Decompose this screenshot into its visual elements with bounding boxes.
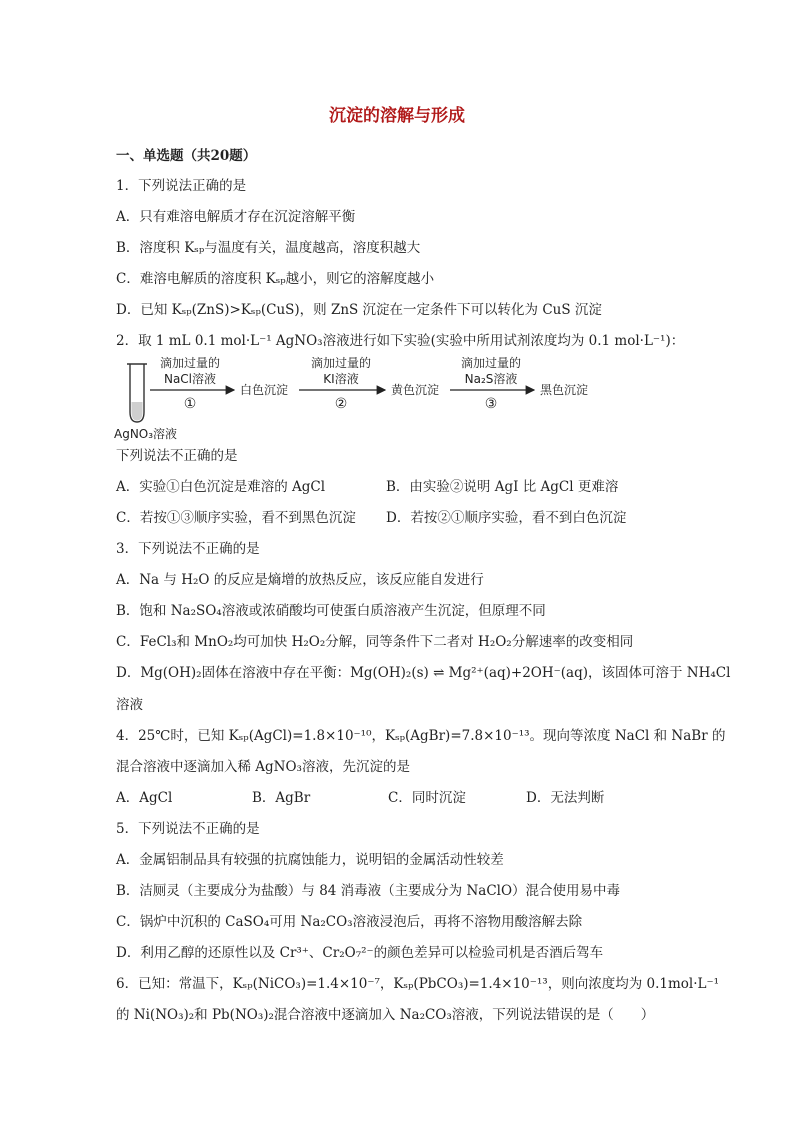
step2-reagent-label: KI溶液 bbox=[323, 372, 359, 386]
q3-option-c: C．FeCl₃和 MnO₂均可加快 H₂O₂分解，同等条件下二者对 H₂O₂分解速率的改变相同 bbox=[116, 634, 634, 650]
q4-stem-line2: 混合溶液中逐滴加入稀 AgNO₃溶液，先沉淀的是 bbox=[116, 759, 410, 775]
q2-option-a: A．实验①白色沉淀是难溶的 AgCl bbox=[116, 479, 326, 495]
step1-top-label: 滴加过量的 bbox=[159, 356, 221, 370]
q6-stem-line1: 6．已知：常温下，Kₛₚ(NiCO₃)=1.4×10⁻⁷，Kₛₚ(PbCO₃)=1.4×10⁻¹³，则向浓度均为 0.1mol·L⁻¹ bbox=[116, 976, 720, 992]
q5-option-d: D．利用乙醇的还原性以及 Cr³⁺、Cr₂O₇²⁻的颜色差异可以检验司机是否酒后驾车 bbox=[116, 945, 604, 961]
tube-label: AgNO₃溶液 bbox=[114, 427, 178, 441]
q2-option-b: B．由实验②说明 AgI 比 AgCl 更难溶 bbox=[386, 479, 619, 495]
step3-number: ③ bbox=[484, 396, 498, 412]
step2-number: ② bbox=[334, 396, 348, 412]
product2-label: 黄色沉淀 bbox=[391, 383, 440, 397]
reaction-scheme-diagram bbox=[110, 350, 610, 442]
q1-option-b: B．溶度积 Kₛₚ与温度有关，温度越高，溶度积越大 bbox=[116, 240, 421, 256]
q2-option-c: C．若按①③顺序实验，看不到黑色沉淀 bbox=[116, 510, 356, 526]
step1-number: ① bbox=[183, 396, 197, 412]
q5-stem: 5．下列说法不正确的是 bbox=[116, 821, 260, 837]
step1-reagent-label: NaCl溶液 bbox=[163, 372, 217, 386]
q3-stem: 3．下列说法不正确的是 bbox=[116, 541, 260, 557]
page-title: 沉淀的溶解与形成 bbox=[329, 106, 465, 126]
q1-option-c: C．难溶电解质的溶度积 Kₛₚ越小，则它的溶解度越小 bbox=[116, 271, 435, 287]
q2-option-d: D．若按②①顺序实验，看不到白色沉淀 bbox=[386, 510, 627, 526]
q5-option-c: C．锅炉中沉积的 CaSO₄可用 Na₂CO₃溶液浸泡后，再将不溶物用酸溶解去除 bbox=[116, 914, 583, 930]
q6-stem-line2: 的 Ni(NO₃)₂和 Pb(NO₃)₂混合溶液中逐滴加入 Na₂CO₃溶液，下列说法错误的是（ ） bbox=[116, 1007, 655, 1023]
q4-option-c: C．同时沉淀 bbox=[388, 790, 466, 806]
q1-option-a: A．只有难溶电解质才存在沉淀溶解平衡 bbox=[116, 209, 356, 225]
q2-substem: 下列说法不正确的是 bbox=[116, 448, 238, 464]
q1-option-d: D．已知 Kₛₚ(ZnS)>Kₛₚ(CuS)，则 ZnS 沉淀在一定条件下可以转化为 CuS 沉淀 bbox=[116, 302, 602, 318]
q3-option-d: D．Mg(OH)₂固体在溶液中存在平衡：Mg(OH)₂(s) ⇌ Mg²⁺(aq)+2OH⁻(aq)，该固体可溶于 NH₄Cl bbox=[116, 665, 731, 681]
q1-stem: 1．下列说法正确的是 bbox=[116, 178, 247, 194]
step3-top-label: 滴加过量的 bbox=[460, 356, 522, 370]
q3-option-a: A．Na 与 H₂O 的反应是熵增的放热反应，该反应能自发进行 bbox=[116, 572, 484, 588]
step2-top-label: 滴加过量的 bbox=[310, 356, 372, 370]
q2-stem: 2．取 1 mL 0.1 mol·L⁻¹ AgNO₃溶液进行如下实验(实验中所用试剂浓度均为 0.1 mol·L⁻¹)： bbox=[116, 333, 685, 349]
q4-option-a: A．AgCl bbox=[116, 790, 173, 806]
q5-option-b: B．洁厕灵（主要成分为盐酸）与 84 消毒液（主要成分为 NaClO）混合使用易中毒 bbox=[116, 883, 621, 899]
step3-reagent-label: Na₂S溶液 bbox=[464, 372, 518, 386]
q4-option-b: B．AgBr bbox=[252, 790, 311, 806]
product3-label: 黑色沉淀 bbox=[540, 383, 589, 397]
q3-option-b: B．饱和 Na₂SO₄溶液或浓硝酸均可使蛋白质溶液产生沉淀，但原理不同 bbox=[116, 603, 546, 619]
product1-label: 白色沉淀 bbox=[240, 383, 289, 397]
test-tube-icon bbox=[127, 364, 147, 422]
q4-option-d: D．无法判断 bbox=[526, 790, 605, 806]
section-heading: 一、单选题（共20题） bbox=[116, 148, 257, 164]
q4-stem-line1: 4．25℃时，已知 Kₛₚ(AgCl)=1.8×10⁻¹⁰，Kₛₚ(AgBr)=7.8×10⁻¹³。现向等浓度 NaCl 和 NaBr 的 bbox=[116, 728, 726, 744]
q3-option-d-continued: 溶液 bbox=[116, 697, 143, 713]
q5-option-a: A．金属铝制品具有较强的抗腐蚀能力，说明铝的金属活动性较差 bbox=[116, 852, 504, 868]
